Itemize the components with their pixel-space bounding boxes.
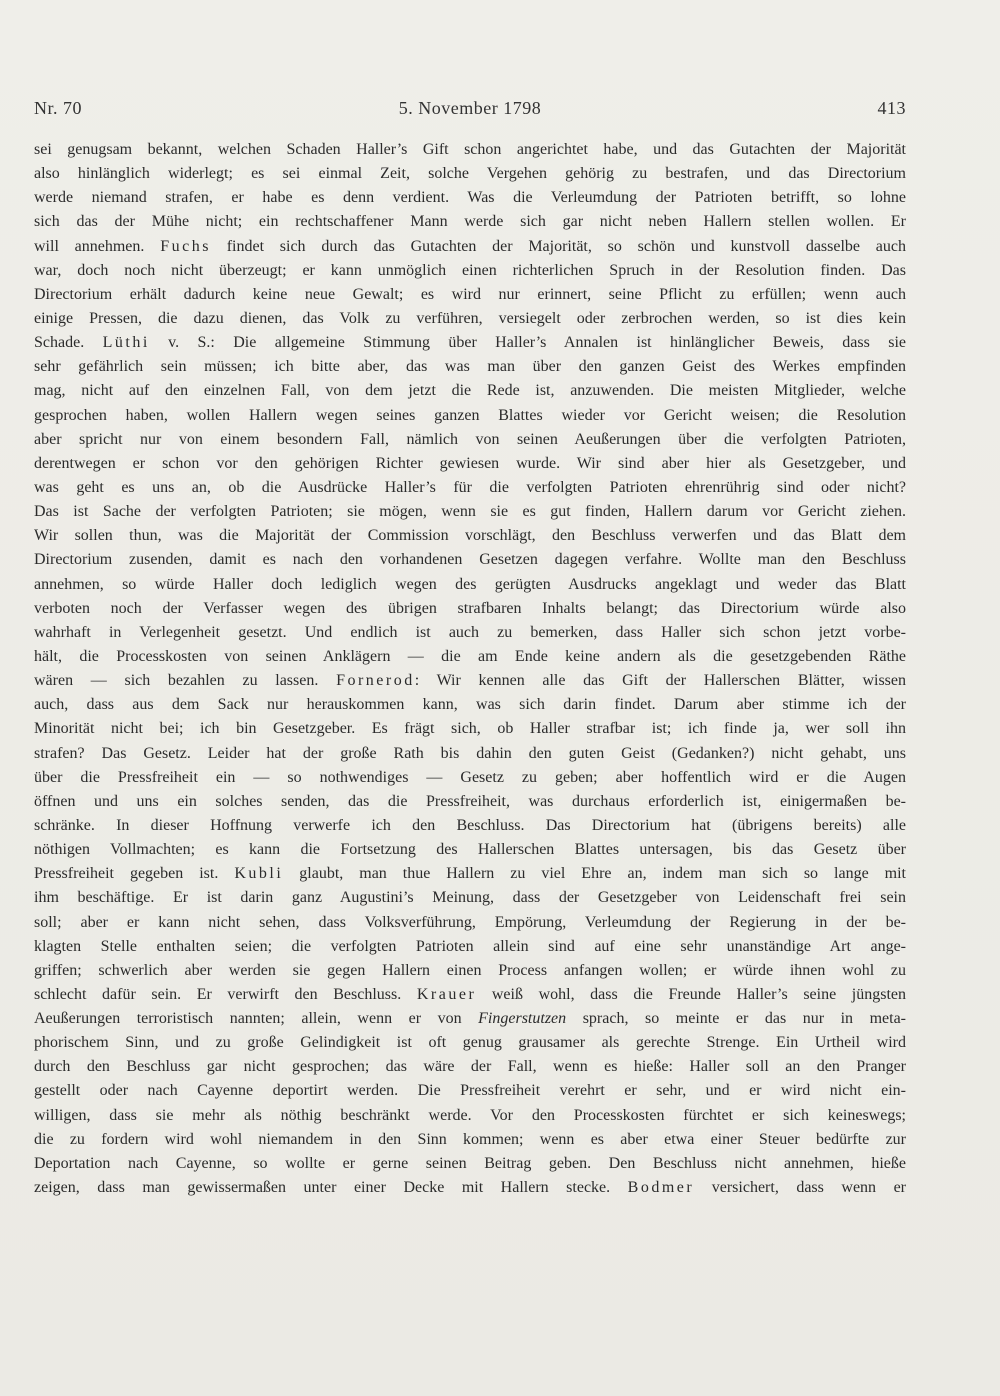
text-line: werde niemand strafen, er habe es denn verdient. Was die Verleumdung der Patrioten betrifft, so lohne — [34, 189, 906, 207]
text-line: annehmen, so würde Haller doch lediglich wegen des gerügten Ausdrucks angeklagt und weder das Blatt — [34, 575, 906, 593]
text-line: will annehmen. Fuchs findet sich durch das Gutachten der Majorität, so schön und kunstvoll dasselbe auch — [34, 237, 906, 255]
text-line: soll; aber er kann nicht sehen, dass Volksverführung, Empörung, Verleumdung der Regierung in der be- — [34, 913, 906, 931]
text-line: sei genugsam bekannt, welchen Schaden Haller’s Gift schon angerichtet habe, und das Gutachten der Majorität — [34, 141, 906, 158]
text-line: also hinlänglich widerlegt; es sei einmal Zeit, solche Vergehen gehörig zu bestrafen, und das Directorium — [34, 165, 906, 183]
text-line: durch den Beschluss gar nicht gesprochen; das wäre der Fall, wenn es hieße: Haller soll an den Pranger — [34, 1058, 906, 1076]
speaker-name: Krauer — [416, 985, 477, 1003]
text-line: gesprochen haben, wollen Hallern wegen seines ganzen Blattes wieder vor Gericht weisen; die Resolution — [34, 406, 906, 424]
header-date: 5. November 1798 — [398, 98, 542, 118]
text-line: willigen, dass sie mehr als nöthig beschränkt werde. Vor den Processkosten fürchtet er sich keineswegs; — [34, 1106, 906, 1124]
text-line: derentwegen er schon vor den gehörigen Richter gewiesen wurde. Wir sind aber hier als Gesetzgeber, und — [34, 454, 906, 472]
speaker-name: Lüthi — [102, 334, 150, 352]
text-line: strafen? Das Gesetz. Leider hat der große Rath bis dahin den guten Geist (Gedanken?) nicht gehabt, uns — [34, 744, 906, 762]
text-line: phorischem Sinn, und zu große Gelindigkeit ist oft genug grausamer als gerechte Strenge. Ein Urtheil wird — [34, 1034, 906, 1052]
text-line: wären — sich bezahlen zu lassen. Fornerod: Wir kennen alle das Gift der Hallerschen Blätter, wissen — [34, 672, 906, 690]
text-line: öffnen und uns ein solches senden, das die Pressfreiheit, was durchaus erforderlich ist, einigermaßen be- — [34, 792, 906, 810]
speaker-name: Fornerod — [336, 672, 415, 690]
text-line: griffen; schwerlich aber werden sie gegen Hallern einen Process anfangen wollen; er würde ihnen wohl zu — [34, 961, 906, 979]
text-line: einige Pressen, die dazu dienen, das Volk zu verführen, versiegelt oder zerbrochen werden, so ist dies kein — [34, 309, 906, 327]
text-line: sehr gefährlich sein müssen; ich bitte aber, das was man über den ganzen Geist des Werkes empfinden — [34, 358, 906, 376]
text-line: klagten Stelle enthalten seien; die verfolgten Patrioten allein sind auf eine sehr unanständige Art ange- — [34, 937, 906, 955]
text-line: Schade. Lüthi v. S.: Die allgemeine Stimmung über Haller’s Annalen ist hinlänglicher Beweis, dass sie — [34, 334, 906, 352]
body-text — [34, 138, 906, 1200]
page-header — [34, 98, 906, 122]
text-line: nöthigen Vollmachten; es kann die Fortsetzung des Hallerschen Blattes untersagen, bis das Gesetz über — [34, 841, 906, 859]
text-line: hält, die Processkosten von seinen Anklägern — die am Ende keine andern als die gesetzgebenden Räthe — [34, 647, 906, 665]
text-line: Deportation nach Cayenne, so wollte er gerne seinen Beitrag geben. Den Beschluss nicht annehmen, hieße — [34, 1154, 906, 1172]
speaker-name: Kubli — [234, 865, 284, 883]
text-line: ihm beschäftige. Er ist darin ganz Augustini’s Meinung, dass der Gesetzgeber von Leidenschaft frei sein — [34, 889, 906, 907]
text-line: schlecht dafür sein. Er verwirft den Beschluss. Krauer weiß wohl, dass die Freunde Haller’s seine jüngsten — [34, 985, 906, 1003]
text-line: verboten noch der Verfasser wegen des übrigen strafbaren Inhalts belangt; das Directorium würde also — [34, 599, 906, 617]
text-line: Directorium erhält dadurch keine neue Gewalt; es wird nur erinnert, seine Pflicht zu erfüllen; wenn auch — [34, 285, 906, 303]
text-line: Directorium zusenden, damit es nach den vorhandenen Gesetzen dagegen verfahre. Wollte man den Beschluss — [34, 551, 906, 569]
italic-term: Fingerstutzen — [478, 1010, 567, 1028]
text-line: zeigen, dass man gewissermaßen unter einer Decke mit Hallern stecke. Bodmer versichert, dass wenn er — [34, 1179, 906, 1197]
text-line: Pressfreiheit gegeben ist. Kubli glaubt, man thue Hallern zu viel Ehre an, indem man sich so lange mit — [34, 865, 906, 883]
text-line: aber spricht nur von einem besondern Fall, nämlich von seinen Aeußerungen über die verfolgten Patrioten, — [34, 430, 906, 448]
text-line: gestellt oder nach Cayenne deportirt werden. Die Pressfreiheit verehrt er sehr, und er wird nicht ein- — [34, 1082, 906, 1100]
page-number: 413 — [877, 98, 906, 118]
text-line: wahrhaft in Verlegenheit gesetzt. Und endlich ist auch zu bemerken, dass Haller sich schon jetzt vorbe- — [34, 623, 906, 641]
issue-number: Nr. 70 — [34, 98, 82, 118]
text-line: die zu fordern wird wohl niemandem in den Sinn kommen; wenn es aber etwa einer Steuer bedürfte zur — [34, 1130, 906, 1148]
text-line: Das ist Sache der verfolgten Patrioten; sie mögen, wenn sie es gut finden, Hallern darum vor Gericht ziehen. — [34, 503, 906, 521]
text-line: Aeußerungen terroristisch nannten; allein, wenn er von Fingerstutzen sprach, so meinte er das nur in meta- — [34, 1010, 906, 1028]
text-line: Wir sollen thun, was die Majorität der Commission vorschlägt, den Beschluss verwerfen und das Blatt dem — [34, 527, 906, 545]
text-line: sich das der Mühe nicht; ein rechtschaffener Mann werde sich gar nicht neben Hallern stellen wollen. Er — [34, 213, 906, 231]
text-line: was geht es uns an, ob die Ausdrücke Haller’s für die verfolgten Patrioten ehrenrührig sind oder nicht? — [34, 478, 906, 496]
text-line: auch, dass aus dem Sack nur herauskommen kann, was sich darin findet. Darum aber stimme ich der — [34, 696, 906, 714]
text-line: war, doch noch nicht überzeugt; er kann unmöglich einen richterlichen Spruch in der Resolution finden. Das — [34, 261, 906, 279]
speaker-name: Fuchs — [160, 237, 211, 255]
text-line: über die Pressfreiheit ein — so nothwendiges — Gesetz zu geben; aber hoffentlich wird er die Augen — [34, 768, 906, 786]
speaker-name: Bodmer — [627, 1179, 695, 1197]
text-line: mag, nicht auf den einzelnen Fall, von dem jetzt die Rede ist, anzuwenden. Die meisten Mitglieder, welche — [34, 382, 906, 400]
text-line: schränke. In dieser Hoffnung verwerfe ich den Beschluss. Das Directorium hat (übrigens bereits) alle — [34, 816, 906, 834]
text-line: Minorität nicht bei; ich bin Gesetzgeber. Es frägt sich, ob Haller strafbar ist; ich finde ja, wer soll ihn — [34, 720, 906, 738]
